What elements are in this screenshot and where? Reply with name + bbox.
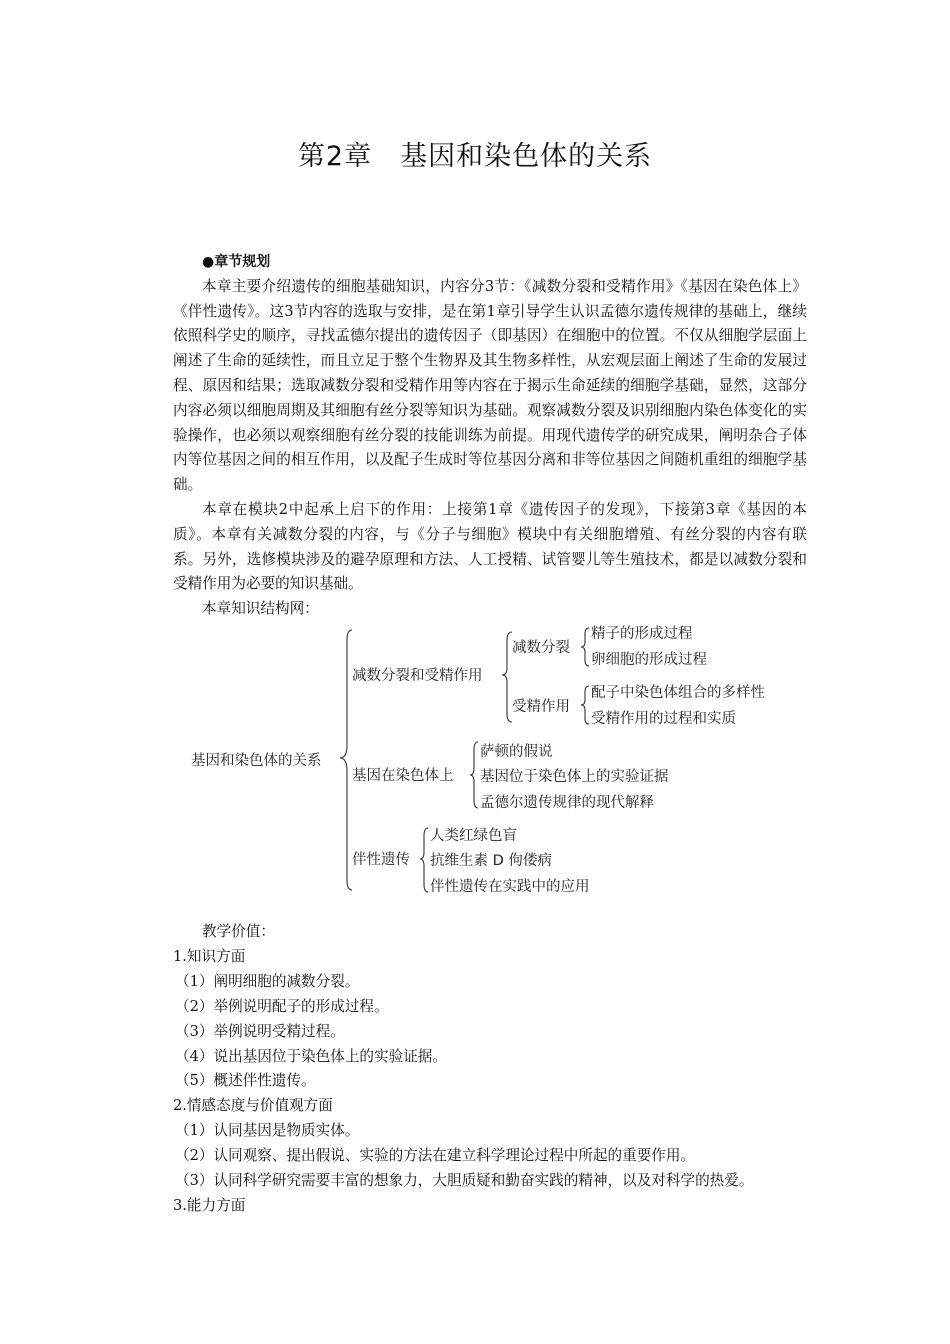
chromosome-brace [470, 742, 478, 808]
chapter-name: 基因和染色体的关系 [400, 141, 653, 172]
branch-genes-on-chromosomes: 基因在染色体上 [352, 768, 454, 784]
sub-branch-fertilization: 受精作用 [512, 699, 570, 715]
sub-branch-meiosis: 减数分裂 [512, 640, 570, 656]
teaching-value-heading: 教学价值： [202, 923, 275, 940]
leaf-modern-explanation: 孟德尔遗传规律的现代解释 [480, 795, 654, 811]
paragraph-role: 本章在模块2中起承上启下的作用：上接第1章《遗传因子的发现》，下接第3章《基因的本质》。本章有关减数分裂的内容，与《分子与细胞》模块中有关细胞增殖、有丝分裂的内容有联系。另外，选修模块涉及的避孕原理和方法、人工授精、试管婴儿等生殖技术，都是以减数分裂和受精作用为必要的知识基础。 [173, 500, 807, 593]
section-heading: ●章节规划 [202, 254, 271, 270]
sex-linked-brace [420, 828, 428, 892]
meiosis-brace [502, 632, 512, 722]
ability-aspect-title: 3.能力方面 [173, 1196, 246, 1214]
attitude-aspect-title: 2.情感态度与价值观方面 [173, 1097, 333, 1115]
teaching-value-section [173, 920, 813, 1219]
branch-sex-linked: 伴性遗传 [352, 852, 410, 868]
leaf-egg-formation: 卵细胞的形成过程 [591, 652, 707, 668]
tree-root: 基因和染色体的关系 [191, 753, 322, 769]
root-brace [340, 630, 352, 890]
list-item: （5）概述伴性遗传。 [175, 1072, 316, 1090]
knowledge-aspect-title: 1.知识方面 [173, 947, 246, 965]
leaf-practical-application: 伴性遗传在实践中的应用 [430, 879, 590, 895]
leaf-rickets: 抗维生素 D 佝偻病 [430, 853, 552, 869]
paragraph-intro: 本章主要介绍遗传的细胞基础知识，内容分3节：《减数分裂和受精作用》《基因在染色体上》《伴性遗传》。这3节内容的选取与安排，是在第1章引导学生认识孟德尔遗传规律的基础上，继续依照科学史的顺序，寻找孟德尔提出的遗传因子（即基因）在细胞中的位置。不仅从细胞学层面上阐述了生命的延续性，而且立足于整个生物界及其生物多样性，从宏观层面上阐述了生命的发展过程、原因和结果；选取减数分裂和受精作用等内容在于揭示生命延续的细胞学基础，显然，这部分内容必须以细胞周期及其细胞有丝分裂等知识为基础。观察减数分裂及识别细胞内染色体变化的实验操作，也必须以观察细胞有丝分裂的技能训练为前提。用现代遗传学的研究成果，阐明杂合子体内等位基因之间的相互作用，以及配子生成时等位基因分离和非等位基因之间随机重组的细胞学基础。 [173, 277, 807, 494]
branch-meiosis-fertilization: 减数分裂和受精作用 [352, 668, 483, 684]
list-item: （3）举例说明受精过程。 [175, 1022, 345, 1040]
leaf-sperm-formation: 精子的形成过程 [591, 626, 693, 642]
list-item: （1）阐明细胞的减数分裂。 [175, 972, 360, 990]
page-title [0, 134, 950, 173]
leaf-gamete-diversity: 配子中染色体组合的多样性 [591, 685, 765, 701]
leaf-color-blindness: 人类红绿色盲 [430, 828, 517, 844]
chapter-planning [173, 250, 807, 622]
list-item: （1）认同基因是物质实体。 [175, 1122, 360, 1140]
list-item: （4）说出基因位于染色体上的实验证据。 [175, 1047, 447, 1065]
list-item: （2）举例说明配子的形成过程。 [175, 997, 389, 1015]
leaf-experimental-evidence: 基因位于染色体上的实验证据 [480, 769, 669, 785]
leaf-sutton-hypothesis: 萨顿的假说 [480, 744, 553, 760]
chapter-number: 第2章 [297, 141, 373, 172]
list-item: （2）认同观察、提出假说、实验的方法在建立科学理论过程中所起的重要作用。 [175, 1147, 696, 1165]
fertilization-sub-brace [581, 686, 589, 724]
meiosis-sub-brace [581, 628, 589, 666]
leaf-fertilization-process: 受精作用的过程和实质 [591, 711, 736, 727]
list-item: （3）认同科学研究需要丰富的想象力，大胆质疑和勤奋实践的精神，以及对科学的热爱。 [175, 1172, 754, 1190]
paragraph-tree-intro: 本章知识结构网： [202, 600, 319, 618]
